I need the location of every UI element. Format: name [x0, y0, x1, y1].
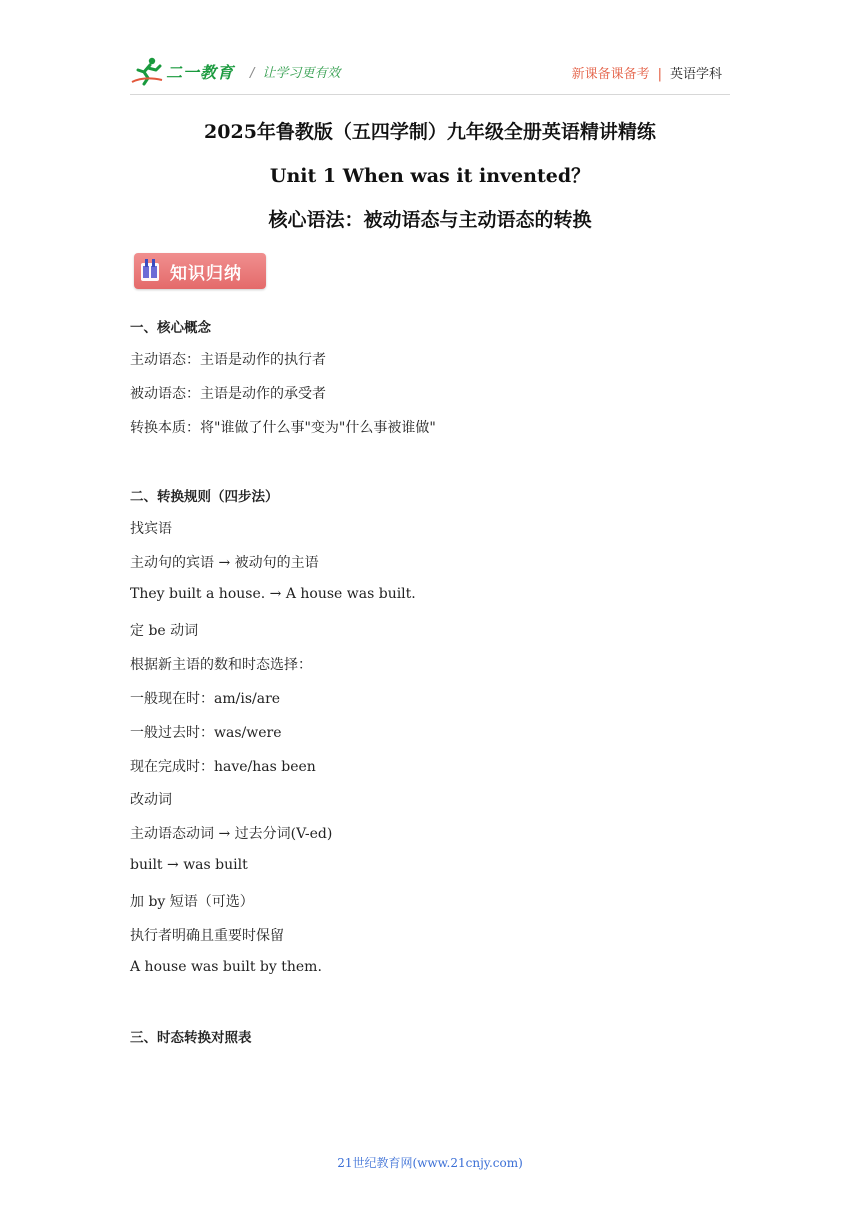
text-line: 一般过去时：was/were	[130, 725, 282, 741]
text-line: 定 be 动词	[130, 623, 199, 639]
example-line: A house was built by them.	[130, 959, 322, 975]
header-tagline: 新课备课备考	[571, 67, 650, 82]
page-header	[130, 54, 730, 94]
header-divider	[130, 94, 730, 95]
text-line: 执行者明确且重要时保留	[130, 928, 284, 944]
text-line: 现在完成时：have/has been	[130, 759, 316, 775]
header-subject	[572, 63, 722, 82]
unit-title: Unit 1 When was it invented？	[269, 165, 591, 187]
text-line: 被动语态：主语是动作的承受者	[130, 386, 326, 402]
brand-logo	[130, 56, 234, 86]
text-line: 主动句的宾语 → 被动句的主语	[130, 555, 319, 571]
example-line: built → was built	[130, 857, 248, 873]
text-line: 主动语态：主语是动作的执行者	[130, 352, 326, 368]
text-line: 根据新主语的数和时态选择：	[130, 657, 312, 673]
section-heading: 一、核心概念	[130, 320, 211, 336]
runner-logo-icon	[130, 56, 164, 86]
text-line: 转换本质：将"谁做了什么事"变为"什么事被谁做"	[130, 420, 436, 436]
slogan-text: 让学习更有效	[262, 66, 341, 81]
footer-source[interactable]: 21世纪教育网(www.21cnjy.com)	[337, 1156, 523, 1170]
text-line: 改动词	[130, 792, 172, 808]
book-icon	[138, 257, 162, 285]
example-line: They built a house. → A house was built.	[130, 586, 416, 602]
slogan-slash: /	[250, 66, 255, 81]
text-line: 一般现在时：am/is/are	[130, 691, 281, 707]
text-line: 加 by 短语（可选）	[130, 894, 254, 910]
section-heading: 三、时态转换对照表	[130, 1030, 252, 1046]
header-subject-label: 英语学科	[669, 67, 722, 82]
knowledge-summary-badge	[134, 253, 266, 289]
header-separator: |	[657, 67, 662, 82]
text-line: 主动语态动词 → 过去分词(V-ed)	[130, 826, 333, 842]
grammar-title: 核心语法：被动语态与主动语态的转换	[268, 209, 592, 231]
badge-label: 知识归纳	[170, 263, 242, 284]
text-line: 找宾语	[130, 521, 172, 537]
document-title: 2025年鲁教版（五四学制）九年级全册英语精讲精练	[204, 121, 656, 143]
section-heading: 二、转换规则（四步法）	[130, 489, 279, 505]
slogan	[250, 62, 340, 81]
logo-text: 二一教育	[166, 62, 235, 82]
